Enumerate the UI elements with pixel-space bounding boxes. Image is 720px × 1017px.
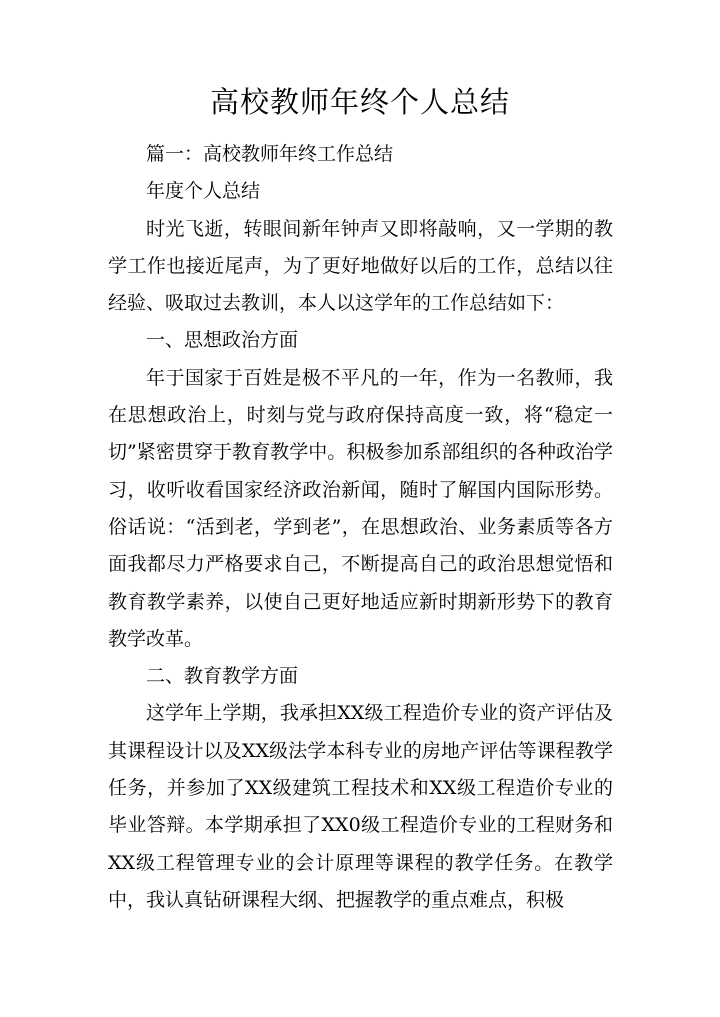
section-heading: 篇一：高校教师年终工作总结 — [146, 143, 394, 165]
section-heading: 一、思想政治方面 — [146, 329, 299, 352]
document-body — [108, 136, 613, 919]
document-title: 高校教师年终个人总结 — [209, 85, 510, 119]
paragraph: 这学年上学期，我承担XX级工程造价专业的资产评估及其课程设计以及XX级法学本科专业的房地产评估等课程教学任务，并参加了XX级建筑工程技术和XX级工程造价专业的毕业答辩。本学期承担了XX0级工程造价专业的工程财务和XX级工程管理专业的会计原理等课程的教学任务。在教学中，我认真钻研课程大纲、把握教学的重点难点，积极 — [108, 702, 613, 911]
paragraph: 年于国家于百姓是极不平凡的一年，作为一名教师，我在思想政治上，时刻与党与政府保持高度一致，将“稳定一切”紧密贯穿于教育教学中。积极参加系部组织的各种政治学习，收听收看国家经济政治新闻，随时了解国内国际形势。俗话说：“活到老，学到老”，在思想政治、业务素质等各方面我都尽力严格要求自己，不断提高自己的政治思想觉悟和教育教学素养，以使自己更好地适应新时期新形势下的教育教学改革。 — [108, 366, 613, 650]
subheading: 年度个人总结 — [146, 180, 261, 203]
paragraph: 时光飞逝，转眼间新年钟声又即将敲响，又一学期的教学工作也接近尾声，为了更好地做好以后的工作，总结以往经验、吸取过去教训，本人以这学年的工作总结如下： — [108, 217, 613, 315]
section-heading: 二、教育教学方面 — [146, 665, 299, 688]
